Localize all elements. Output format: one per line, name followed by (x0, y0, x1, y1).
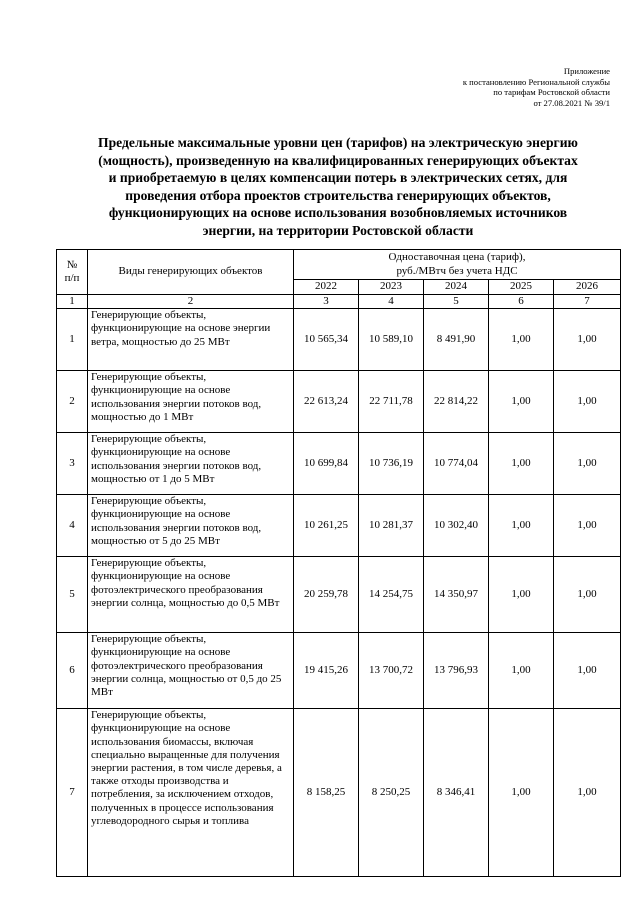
column-number-row (57, 295, 621, 309)
row-price-2023: 22 711,78 (359, 371, 424, 433)
row-price-2025: 1,00 (489, 371, 554, 433)
row-price-2022: 20 259,78 (294, 557, 359, 633)
appendix-line: к постановлению Региональной службы (462, 76, 610, 87)
row-price-2022: 8 158,25 (294, 709, 359, 877)
row-price-2024: 8 491,90 (424, 309, 489, 371)
column-number: 3 (294, 295, 359, 309)
row-price-2023: 14 254,75 (359, 557, 424, 633)
title-line: и приобретаемую в целях компенсации потерь в электрических сетях, для (108, 170, 568, 186)
column-number: 5 (424, 295, 489, 309)
appendix-line: по тарифам Ростовской области (493, 87, 610, 98)
row-price-2025: 1,00 (489, 633, 554, 709)
table-row (57, 557, 621, 633)
appendix-line: от 27.08.2021 № 39/1 (533, 97, 610, 108)
row-price-2025: 1,00 (489, 495, 554, 557)
row-object-type: Генерирующие объекты, функционирующие на основе энергии ветра, мощностью до 25 МВт (88, 309, 294, 371)
row-price-2026: 1,00 (554, 709, 621, 877)
row-price-2022: 10 261,25 (294, 495, 359, 557)
row-number: 6 (57, 633, 88, 709)
row-number: 3 (57, 433, 88, 495)
row-price-2024: 13 796,93 (424, 633, 489, 709)
column-number: 6 (489, 295, 554, 309)
row-price-2024: 10 774,04 (424, 433, 489, 495)
header-num (57, 250, 88, 295)
title-line: функционирующих на основе использования возобновляемых источников (108, 205, 568, 221)
header-num-line1: № (66, 258, 78, 271)
header-price-line1: Одноставочная цена (тариф), (388, 251, 526, 264)
column-number: 4 (359, 295, 424, 309)
header-year: 2023 (359, 280, 424, 295)
row-price-2025: 1,00 (489, 709, 554, 877)
table-row (57, 495, 621, 557)
row-price-2024: 10 302,40 (424, 495, 489, 557)
row-price-2025: 1,00 (489, 309, 554, 371)
row-object-type: Генерирующие объекты, функционирующие на основе использования биомассы, включая специально выращенные для получения энергии растения, в том числе деревья, а также отходы производства и потребления, за исключением отходов, полученных в процессе использования углеводородного сырья и топлива (88, 709, 294, 877)
row-number: 2 (57, 371, 88, 433)
title-line: Предельные максимальные уровни цен (тарифов) на электрическую энергию (98, 135, 578, 150)
row-object-type: Генерирующие объекты, функционирующие на основе использования энергии потоков вод, мощностью от 1 до 5 МВт (88, 433, 294, 495)
row-number: 4 (57, 495, 88, 557)
row-number: 5 (57, 557, 88, 633)
column-number: 7 (554, 295, 621, 309)
row-price-2026: 1,00 (554, 309, 621, 371)
row-price-2026: 1,00 (554, 433, 621, 495)
row-object-type: Генерирующие объекты, функционирующие на основе фотоэлектрического преобразования энергии солнца, мощностью от 0,5 до 25 МВт (88, 633, 294, 709)
row-object-type: Генерирующие объекты, функционирующие на основе фотоэлектрического преобразования энергии солнца, мощностью до 0,5 МВт (88, 557, 294, 633)
row-price-2024: 14 350,97 (424, 557, 489, 633)
row-number: 7 (57, 709, 88, 877)
header-type: Виды генерирующих объектов (88, 250, 294, 295)
header-year: 2022 (294, 280, 359, 295)
row-price-2026: 1,00 (554, 495, 621, 557)
row-price-2025: 1,00 (489, 433, 554, 495)
row-price-2023: 10 736,19 (359, 433, 424, 495)
document-title (58, 134, 618, 240)
title-line: проведения отбора проектов строительства генерирующих объектов, (125, 187, 551, 203)
table-row (57, 309, 621, 371)
row-price-2024: 8 346,41 (424, 709, 489, 877)
row-price-2026: 1,00 (554, 371, 621, 433)
title-line: энергии, на территории Ростовской области (202, 222, 474, 238)
row-object-type: Генерирующие объекты, функционирующие на основе использования энергии потоков вод, мощностью от 5 до 25 МВт (88, 495, 294, 557)
row-price-2026: 1,00 (554, 557, 621, 633)
column-number: 1 (57, 295, 88, 309)
row-price-2023: 13 700,72 (359, 633, 424, 709)
header-price (294, 250, 621, 280)
row-price-2025: 1,00 (489, 557, 554, 633)
header-price-line2: руб./МВтч без учета НДС (396, 264, 518, 277)
row-price-2022: 10 699,84 (294, 433, 359, 495)
tariff-table (56, 249, 621, 877)
row-price-2023: 10 589,10 (359, 309, 424, 371)
row-price-2022: 22 613,24 (294, 371, 359, 433)
row-price-2022: 10 565,34 (294, 309, 359, 371)
column-number: 2 (88, 295, 294, 309)
row-price-2024: 22 814,22 (424, 371, 489, 433)
table-row (57, 633, 621, 709)
appendix-note (463, 66, 610, 108)
row-number: 1 (57, 309, 88, 371)
header-year: 2025 (489, 280, 554, 295)
header-year: 2026 (554, 280, 621, 295)
title-line: (мощность), произведенную на квалифицированных генерирующих объектах (98, 152, 578, 168)
row-price-2023: 8 250,25 (359, 709, 424, 877)
row-price-2023: 10 281,37 (359, 495, 424, 557)
table-row (57, 371, 621, 433)
row-price-2026: 1,00 (554, 633, 621, 709)
row-price-2022: 19 415,26 (294, 633, 359, 709)
appendix-line: Приложение (563, 66, 610, 76)
row-object-type: Генерирующие объекты, функционирующие на основе использования энергии потоков вод, мощностью до 1 МВт (88, 371, 294, 433)
table-row (57, 433, 621, 495)
header-num-line2: п/п (64, 272, 80, 284)
header-row (57, 250, 621, 280)
table-row (57, 709, 621, 877)
header-year: 2024 (424, 280, 489, 295)
